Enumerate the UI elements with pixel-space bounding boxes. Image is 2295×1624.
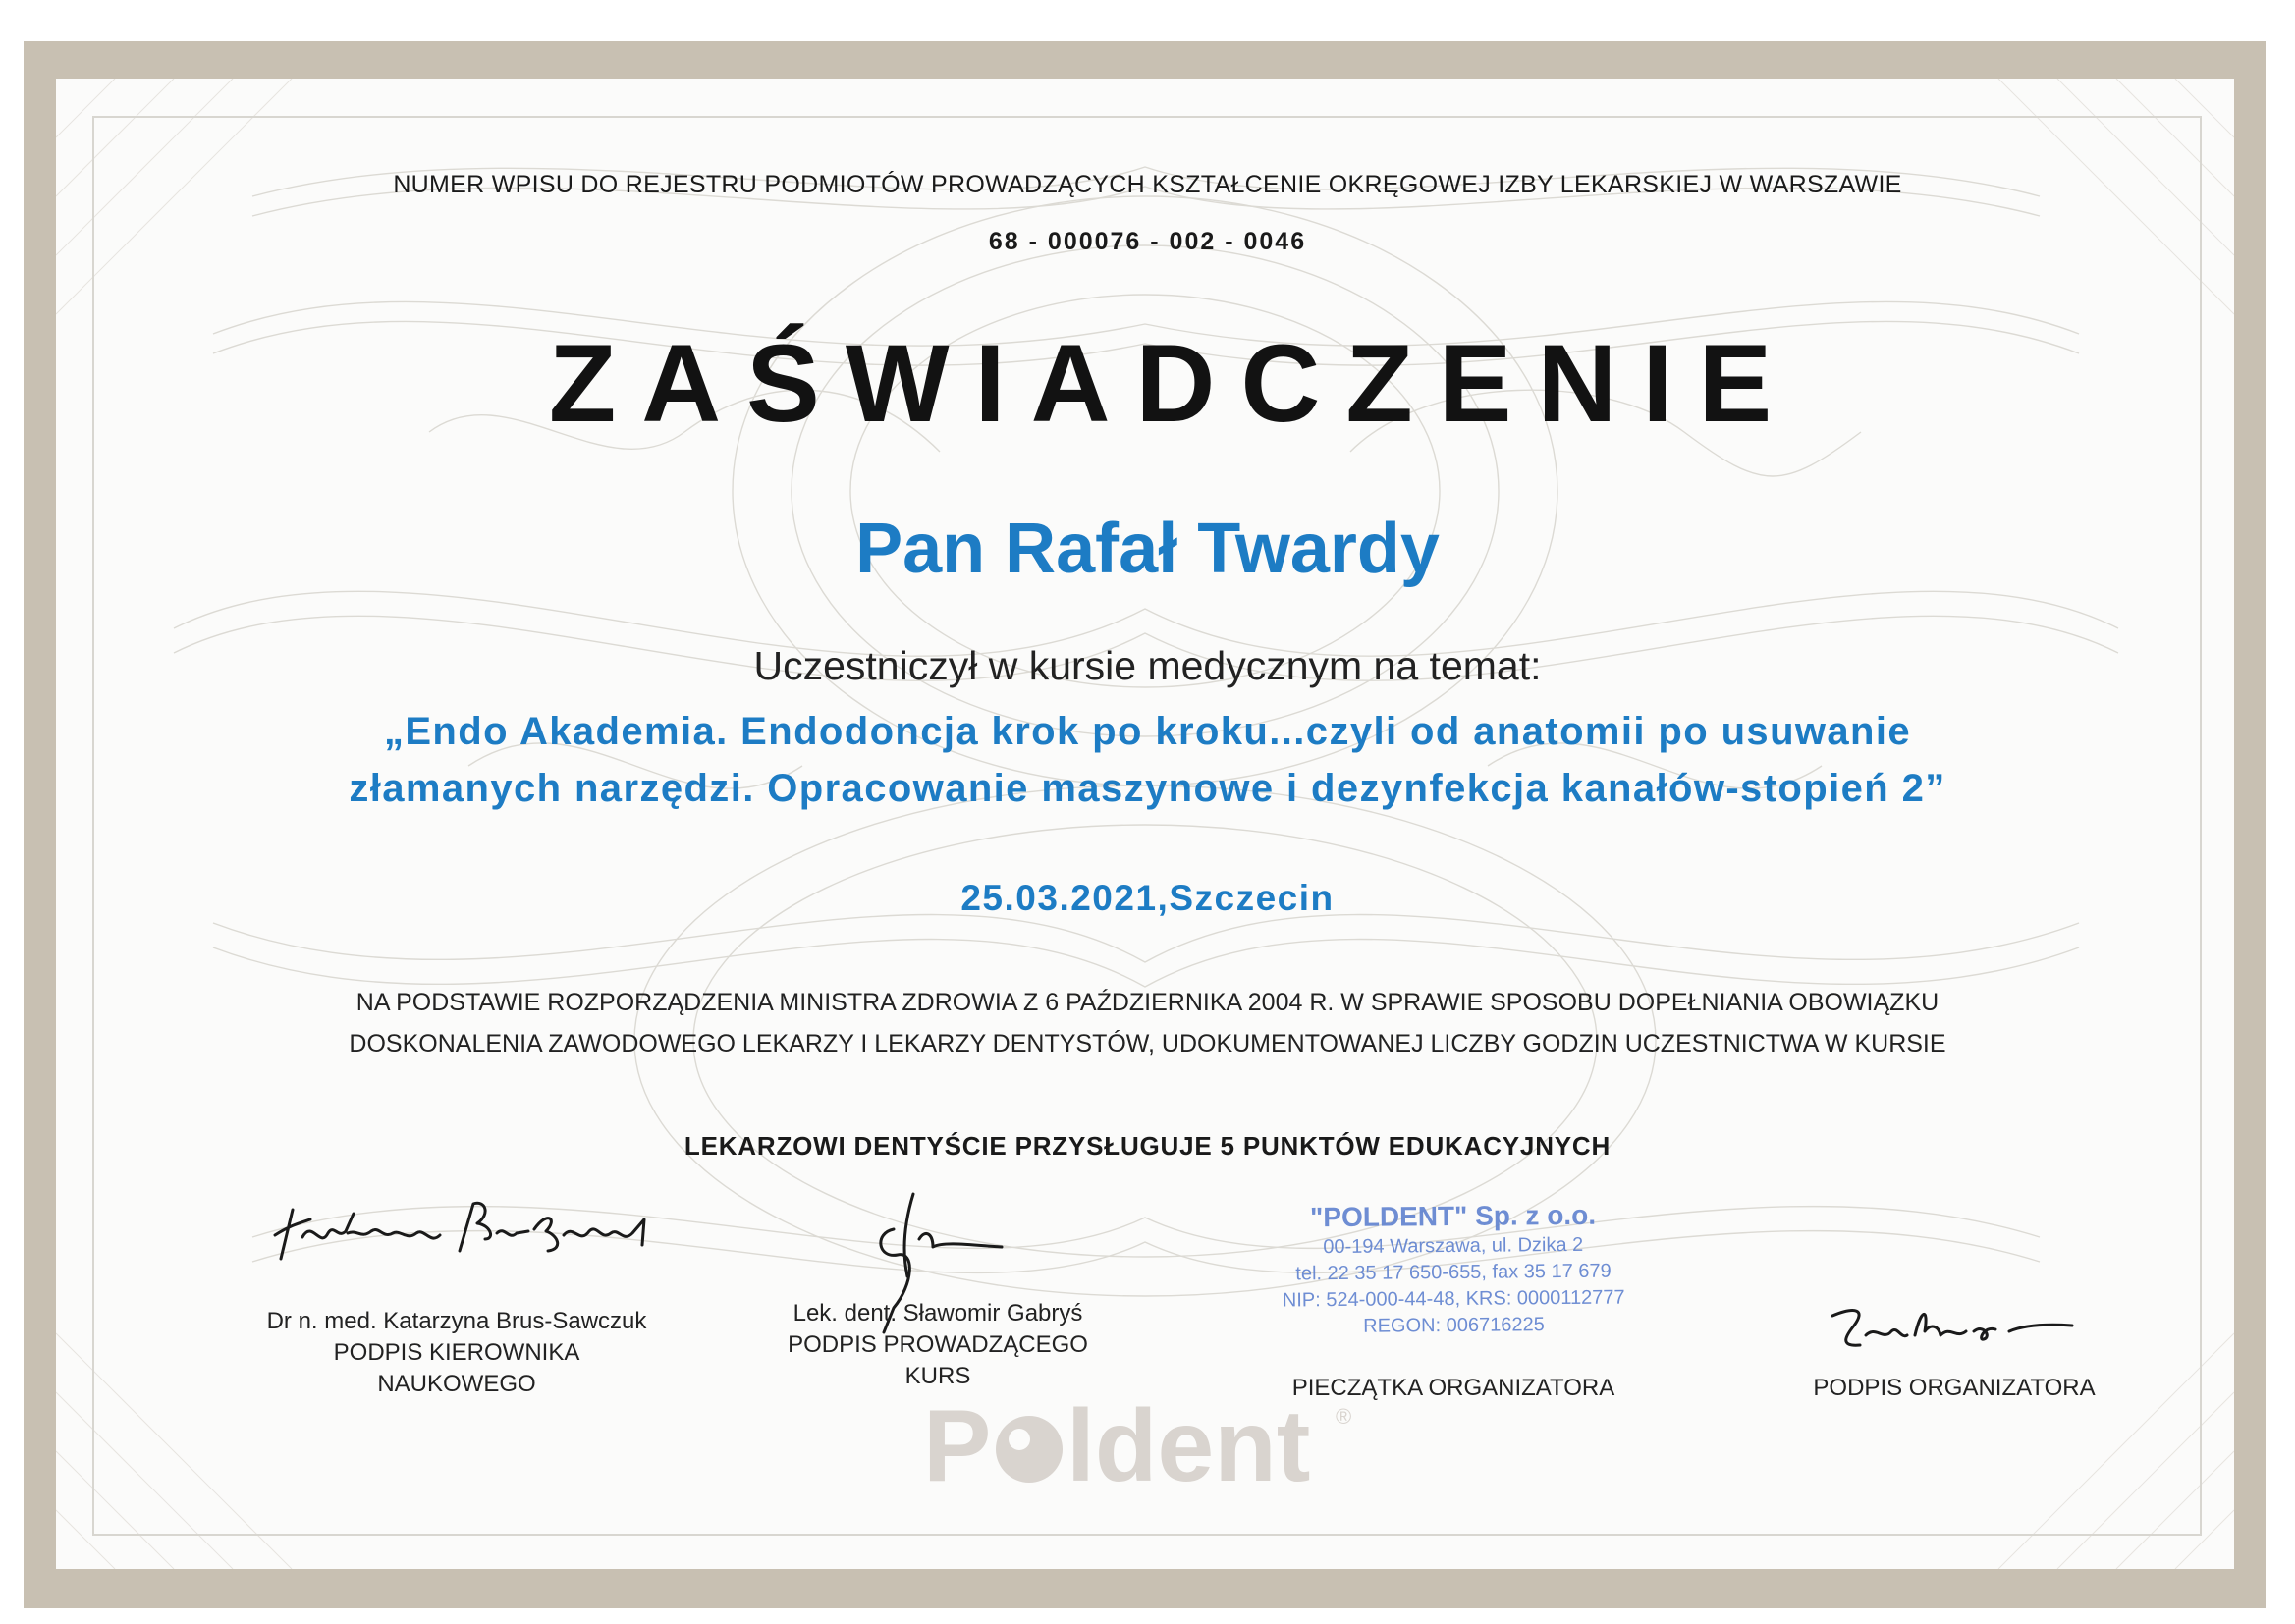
svg-text:®: ® <box>1336 1404 1352 1429</box>
signature-block-scientific-head <box>236 1306 678 1400</box>
course-topic-line-2: złamanych narzędzi. Opracowanie maszynowe i dezynfekcja kanałów-stopień 2” <box>349 767 1946 810</box>
recipient-name: Pan Rafał Twardy <box>855 510 1440 588</box>
scientific-head-role-line-1: PODPIS KIEROWNIKA <box>333 1339 580 1366</box>
stamp-regon: REGON: 006716225 <box>1363 1314 1545 1337</box>
document-title: ZAŚWIADCZENIE <box>548 322 1798 445</box>
signature-organizer-handwriting <box>1827 1296 2082 1365</box>
legal-basis <box>0 982 2295 1064</box>
stamp-phone: tel. 22 35 17 650-655, fax 35 17 679 <box>1295 1260 1612 1285</box>
course-topic-line-1: „Endo Akademia. Endodoncja krok po kroku...czyli od anatomii po usuwanie <box>383 710 1912 753</box>
registry-header: NUMER WPISU DO REJESTRU PODMIOTÓW PROWADZĄCYCH KSZTAŁCENIE OKRĘGOWEJ IZBY LEKARSKIEJ W WARSZAWIE <box>393 171 1902 198</box>
organizer-stamp-caption: PIECZĄTKA ORGANIZATORA <box>1291 1375 1615 1401</box>
scientific-head-role-line-2: NAUKOWEGO <box>377 1371 536 1397</box>
participation-statement: Uczestniczył w kursie medycznym na temat: <box>753 643 1542 688</box>
course-lead-role-line-1: PODPIS PROWADZĄCEGO <box>788 1331 1088 1358</box>
course-lead-role-line-2: KURS <box>904 1363 971 1389</box>
stamp-address: 00-194 Warszawa, ul. Dzika 2 <box>1323 1233 1584 1259</box>
course-topic <box>0 703 2295 817</box>
organizer-signature-caption: PODPIS ORGANIZATORA <box>1813 1375 2096 1401</box>
poldent-logo <box>923 1390 1385 1498</box>
registry-number: 68 - 000076 - 002 - 0046 <box>988 228 1307 255</box>
svg-text:ldent: ldent <box>1066 1390 1311 1498</box>
svg-text:P: P <box>923 1390 992 1498</box>
course-date-place: 25.03.2021,Szczecin <box>960 878 1335 918</box>
signature-scientific-head-handwriting <box>263 1190 656 1278</box>
stamp-company: "POLDENT" Sp. z o.o. <box>1309 1199 1597 1233</box>
legal-basis-line-2: DOSKONALENIA ZAWODOWEGO LEKARZY I LEKARZY DENTYSTÓW, UDOKUMENTOWANEJ LICZBY GODZIN UCZESTNICTWA W KURSIE <box>349 1030 1946 1057</box>
education-points: LEKARZOWI DENTYŚCIE PRZYSŁUGUJE 5 PUNKTÓW EDUKACYJNYCH <box>683 1131 1612 1161</box>
signature-block-course-lead <box>756 1298 1120 1392</box>
course-lead-name: Lek. dent. Sławomir Gabryś <box>792 1300 1083 1326</box>
scientific-head-name: Dr n. med. Katarzyna Brus-Sawczuk <box>266 1308 647 1334</box>
stamp-ids: NIP: 524-000-44-48, KRS: 0000112777 <box>1282 1286 1625 1312</box>
legal-basis-line-1: NA PODSTAWIE ROZPORZĄDZENIA MINISTRA ZDROWIA Z 6 PAŹDZIERNIKA 2004 R. W SPRAWIE SPOSOBU DOPEŁNIANIA OBOWIĄZKU <box>355 989 1940 1016</box>
organizer-stamp <box>1251 1198 1655 1341</box>
